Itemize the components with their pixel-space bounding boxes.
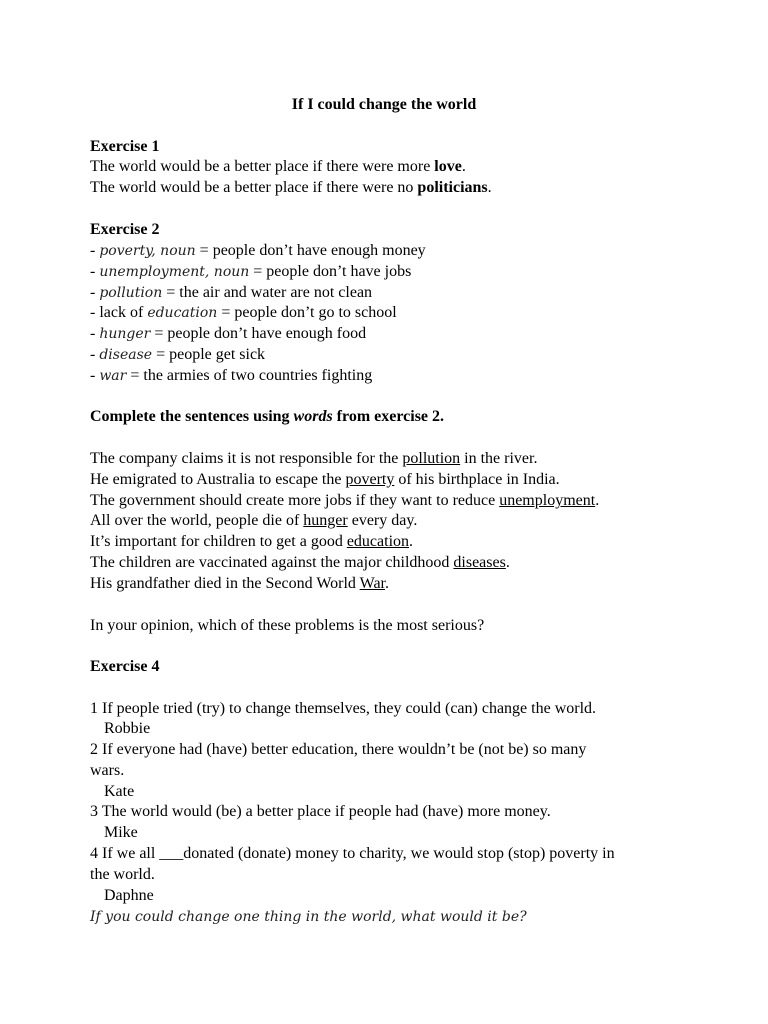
exercise-4-line: 2 If everyone had (have) better education, there wouldn’t be (not be) so many [90,741,587,758]
exercise-4-heading: Exercise 4 [90,658,160,675]
sentence [90,470,560,490]
exercise-1-line-1 [90,157,466,177]
text: He emigrated to Australia to escape the [90,471,346,488]
exercise-4-line: 1 If people tried (try) to change themselves, they could (can) change the world. [90,700,597,717]
vocab-word: pollution [99,285,163,301]
vocab-word: poverty, noun [99,243,196,259]
vocab-item [90,262,411,282]
text: It’s important for children to get a good [90,533,347,550]
bold-word: love [434,158,462,175]
vocab-item [90,303,397,323]
vocab-definition: = people don’t go to school [217,304,397,321]
vocab-definition: = the armies of two countries fighting [126,367,373,384]
text: . [487,179,492,196]
vocab-definition: = the air and water are not clean [162,284,373,301]
sentence [90,553,510,573]
vocab-word: education [147,305,218,321]
sentence [90,574,389,594]
text: every day. [347,512,418,529]
complete-heading [90,407,444,427]
text: in the river. [460,450,538,467]
speaker-name: Mike [104,824,138,841]
text: The world would be a better place if there were no [90,179,418,196]
answer-word: education [346,533,410,550]
vocab-definition: = people don’t have jobs [249,263,412,280]
exercise-1-line-2 [90,178,492,198]
text: - [90,346,100,363]
speaker-name: Robbie [104,720,151,737]
text: The children are vaccinated against the major childhood [90,554,454,571]
closing-question: If you could change one thing in the world, what would it be? [90,909,527,925]
exercise-2-heading: Exercise 2 [90,221,160,238]
exercise-4-line: the world. [90,866,155,883]
text: All over the world, people die of [90,512,304,529]
sentence [90,511,417,531]
text: - [90,242,100,259]
discussion-question: In your opinion, which of these problems is the most serious? [90,617,485,634]
text: His grandfather died in the Second World [90,575,360,592]
bold-word: politicians [417,179,488,196]
text: . [595,492,600,509]
answer-word: hunger [303,512,348,529]
vocab-item [90,366,372,386]
vocab-item [90,283,372,303]
answer-word: poverty [345,471,395,488]
vocab-definition: = people don’t have enough money [195,242,426,259]
text: . [461,158,466,175]
answer-word: diseases [453,554,506,571]
text: The company claims it is not responsible for the [90,450,403,467]
text: . [409,533,414,550]
sentence [90,532,413,552]
document-title: If I could change the world [291,96,477,113]
text: - [90,284,100,301]
exercise-4-line: 3 The world would (be) a better place if people had (have) more money. [90,803,551,820]
text: - [90,263,100,280]
text: from exercise 2. [332,408,445,425]
vocab-item [90,241,426,261]
text: . [505,554,510,571]
answer-word: War [359,575,385,592]
exercise-4-line: 4 If we all ___donated (donate) money to charity, we would stop (stop) poverty in [90,845,615,862]
vocab-word: unemployment, noun [99,264,250,280]
vocab-word: disease [99,347,153,363]
sentence [90,491,599,511]
answer-word: pollution [402,450,461,467]
vocab-word: war [99,368,127,384]
vocab-word: hunger [99,326,151,342]
text: - [90,325,100,342]
speaker-name: Daphne [104,887,154,904]
answer-word: unemployment [499,492,596,509]
vocab-definition: = people don’t have enough food [150,325,367,342]
italic-word: words [293,408,333,425]
text: The government should create more jobs if they want to reduce [90,492,500,509]
vocab-item [90,324,366,344]
exercise-4-line: wars. [90,762,125,779]
text: The world would be a better place if there were more [90,158,435,175]
text: . [385,575,389,592]
vocab-definition: = people get sick [152,346,266,363]
text: Complete the sentences using [90,408,294,425]
speaker-name: Kate [104,783,135,800]
vocab-item [90,345,265,365]
text: - [90,367,100,384]
text: of his birthplace in India. [394,471,560,488]
text: - lack of [90,304,148,321]
sentence [90,449,537,469]
exercise-1-heading: Exercise 1 [90,138,160,155]
